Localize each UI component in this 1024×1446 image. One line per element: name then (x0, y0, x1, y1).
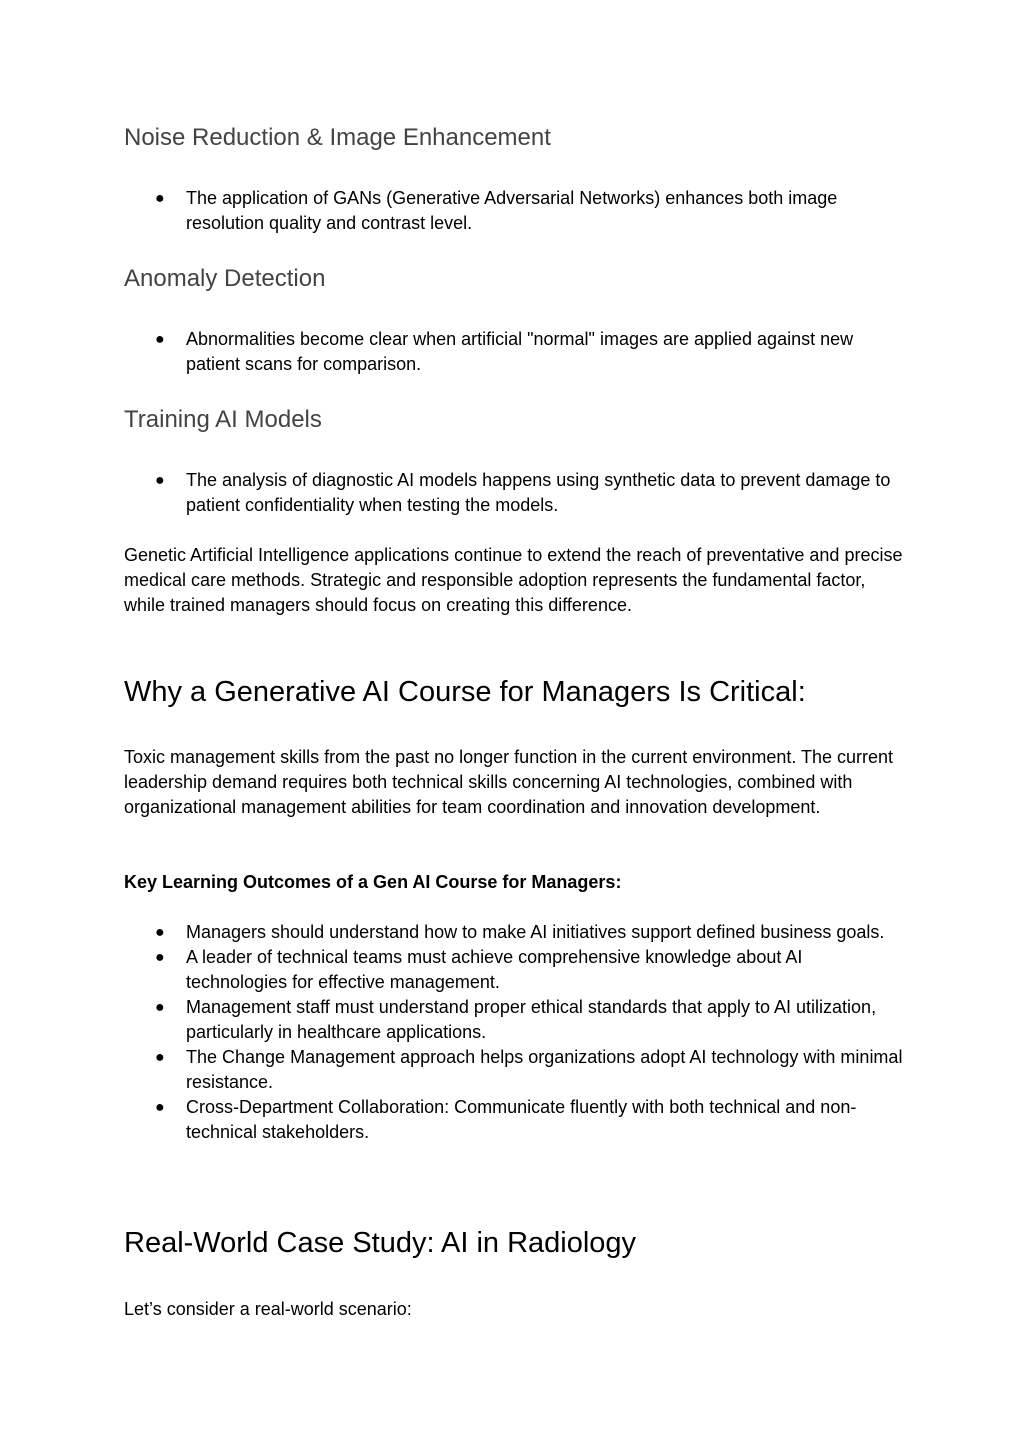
why-paragraph: Toxic management skills from the past no longer function in the current environment. The current leadership demand requires both technical skills concerning AI technologies, combined with organizational management abilities for team coordination and innovation development. (124, 747, 894, 817)
heading-why-gen-ai-course: Why a Generative AI Course for Managers Is Critical: (124, 676, 806, 708)
list-item: ● Management staff must understand proper ethical standards that apply to AI utilization, particularly in healthcare applications. (155, 997, 877, 1042)
heading-noise-reduction: Noise Reduction & Image Enhancement (124, 124, 551, 151)
list-item: ● The analysis of diagnostic AI models happens using synthetic data to prevent damage to patient confidentiality when testing the models. (155, 470, 891, 515)
bullet-icon: ● (155, 924, 165, 941)
list-noise-reduction (124, 186, 904, 236)
list-item: ● The Change Management approach helps organizations adopt AI technology with minimal resistance. (155, 1047, 903, 1092)
heading-anomaly-detection: Anomaly Detection (124, 265, 326, 292)
list-item: ● The application of GANs (Generative Adversarial Networks) enhances both image resolution quality and contrast level. (155, 188, 838, 233)
list-key-outcomes (124, 920, 904, 1145)
bullet-icon: ● (155, 472, 165, 489)
list-item: ● Cross-Department Collaboration: Communicate fluently with both technical and non-technical stakeholders. (155, 1097, 857, 1142)
case-study-paragraph: Let’s consider a real-world scenario: (124, 1299, 412, 1319)
bullet-icon: ● (155, 331, 165, 348)
bullet-icon: ● (155, 949, 165, 966)
bullet-icon: ● (155, 999, 165, 1016)
bullet-icon: ● (155, 1049, 165, 1066)
list-item: ● Managers should understand how to make AI initiatives support defined business goals. (124, 920, 904, 945)
heading-training-ai-models: Training AI Models (124, 406, 322, 433)
list-item: ● A leader of technical teams must achieve comprehensive knowledge about AI technologies for effective management. (155, 947, 803, 992)
key-outcomes-label: Key Learning Outcomes of a Gen AI Course for Managers: (124, 872, 622, 892)
bullet-icon: ● (155, 190, 165, 207)
heading-case-study: Real-World Case Study: AI in Radiology (124, 1227, 637, 1259)
list-training-ai-models (124, 468, 904, 518)
summary-paragraph: Genetic Artificial Intelligence applications continue to extend the reach of preventative and precise medical care methods. Strategic and responsible adoption represents the fundamental factor, while trained managers should focus on creating this difference. (124, 545, 903, 615)
bullet-icon: ● (155, 1099, 165, 1116)
list-item: ● Abnormalities become clear when artificial "normal" images are applied against new patient scans for comparison. (155, 329, 854, 374)
list-anomaly-detection (124, 327, 904, 377)
